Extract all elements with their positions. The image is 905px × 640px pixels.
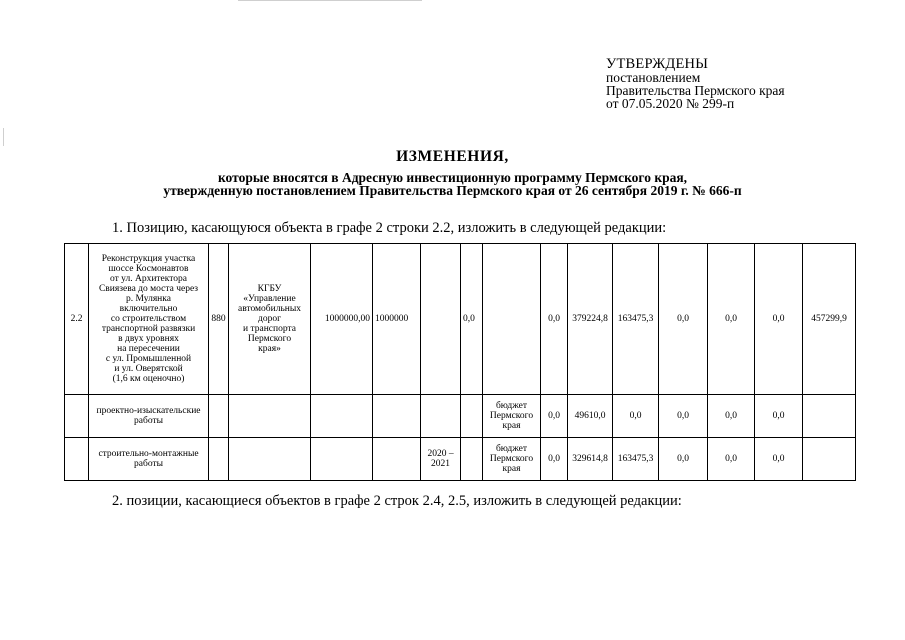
object-line: с ул. Промышленной [105, 354, 192, 364]
capacity-cell: 1000000 [373, 244, 421, 395]
source-line: края [502, 421, 521, 431]
object-line: Свиязева до моста через [98, 284, 199, 294]
table-row [65, 438, 856, 481]
value-cell: 0,0 [541, 244, 568, 395]
period-cell [421, 244, 461, 395]
value-cell: 0,0 [708, 395, 755, 438]
source-cell [483, 438, 541, 481]
value-cell: 0,0 [613, 395, 659, 438]
cost-cell: 1000000,00 [311, 244, 373, 395]
approval-line: от 07.05.2020 № 299-п [606, 96, 735, 111]
source-line: Пермского [489, 454, 534, 464]
readiness-cell [461, 438, 483, 481]
object-line: от ул. Архитектора [109, 274, 188, 284]
customer-line: и транспорта [243, 324, 296, 334]
value-cell: 0,0 [659, 395, 708, 438]
value-cell: 0,0 [755, 395, 803, 438]
readiness-cell: 0,0 [461, 244, 483, 395]
row-number [65, 438, 89, 481]
object-line: на пересечении [117, 344, 180, 354]
object-name [89, 244, 209, 395]
customer-line: автомобильных [237, 304, 302, 314]
object-line: (1,6 км оценочно) [112, 374, 185, 384]
document-title: ИЗМЕНЕНИЯ, [396, 148, 509, 165]
value-cell: 379224,8 [568, 244, 613, 395]
period-cell: 2020 – 2021 [421, 438, 461, 481]
paragraph-2: 2. позиции, касающиеся объектов в графе 2 строк 2.4, 2.5, изложить в следующей редакции: [112, 493, 682, 509]
approval-stamp [606, 58, 866, 110]
source-line: Пермского [489, 411, 534, 421]
object-line: р. Мулянка [126, 294, 171, 304]
value-cell: 457299,9 [803, 244, 856, 395]
approval-line: Правительства Пермского края [606, 83, 785, 98]
cost-cell [311, 438, 373, 481]
code-cell: 880 [209, 244, 229, 395]
customer-line: дорог [258, 314, 281, 324]
customer-line: края» [258, 344, 281, 354]
object-line: транспортной развязки [101, 324, 196, 334]
code-cell [209, 438, 229, 481]
value-cell: 0,0 [659, 244, 708, 395]
customer-line: Пермского [247, 334, 292, 344]
object-line: и ул. Оверятской [114, 364, 183, 374]
source-line: края [502, 464, 521, 474]
value-cell [803, 395, 856, 438]
object-line: в двух уровнях [118, 334, 179, 344]
table-row [65, 395, 856, 438]
customer-line: «Управление [243, 294, 296, 304]
customer-line: КГБУ [257, 284, 282, 294]
object-line: со строительством [110, 314, 187, 324]
readiness-cell [461, 395, 483, 438]
scan-artifact-top [238, 0, 422, 1]
customer-cell [229, 244, 311, 395]
source-line: бюджет [495, 444, 528, 454]
source-cell [483, 244, 541, 395]
capacity-cell [373, 438, 421, 481]
paragraph-1: 1. Позицию, касающуюся объекта в графе 2 строки 2.2, изложить в следующей редакции: [112, 220, 667, 236]
object-line: шоссе Космонавтов [108, 264, 189, 274]
document-subtitle: утвержденную постановлением Правительства Пермского края от 26 сентября 2019 г. № 666-п [163, 183, 742, 198]
object-name: строительно-монтажные работы [89, 438, 209, 481]
value-cell: 49610,0 [568, 395, 613, 438]
value-cell: 0,0 [708, 244, 755, 395]
value-cell: 329614,8 [568, 438, 613, 481]
value-cell: 0,0 [708, 438, 755, 481]
object-line: Реконструкция участка [101, 254, 196, 264]
table-row [65, 244, 856, 395]
approval-title: УТВЕРЖДЕНЫ [606, 56, 709, 72]
code-cell [209, 395, 229, 438]
value-cell: 163475,3 [613, 244, 659, 395]
value-cell: 0,0 [659, 438, 708, 481]
row-number [65, 395, 89, 438]
row-number: 2.2 [65, 244, 89, 395]
value-cell: 0,0 [755, 244, 803, 395]
period-cell [421, 395, 461, 438]
value-cell: 0,0 [755, 438, 803, 481]
source-cell [483, 395, 541, 438]
value-cell: 163475,3 [613, 438, 659, 481]
object-name: проектно-изыскательские работы [89, 395, 209, 438]
object-line: включительно [119, 304, 178, 314]
customer-cell [229, 395, 311, 438]
value-cell [803, 438, 856, 481]
investment-table [64, 243, 856, 481]
scan-artifact-left [3, 128, 4, 146]
value-cell: 0,0 [541, 438, 568, 481]
document-subtitle: которые вносятся в Адресную инвестиционную программу Пермского края, [217, 170, 688, 185]
approval-line: постановлением [606, 70, 701, 85]
cost-cell [311, 395, 373, 438]
customer-cell [229, 438, 311, 481]
value-cell: 0,0 [541, 395, 568, 438]
capacity-cell [373, 395, 421, 438]
source-line: бюджет [495, 401, 528, 411]
